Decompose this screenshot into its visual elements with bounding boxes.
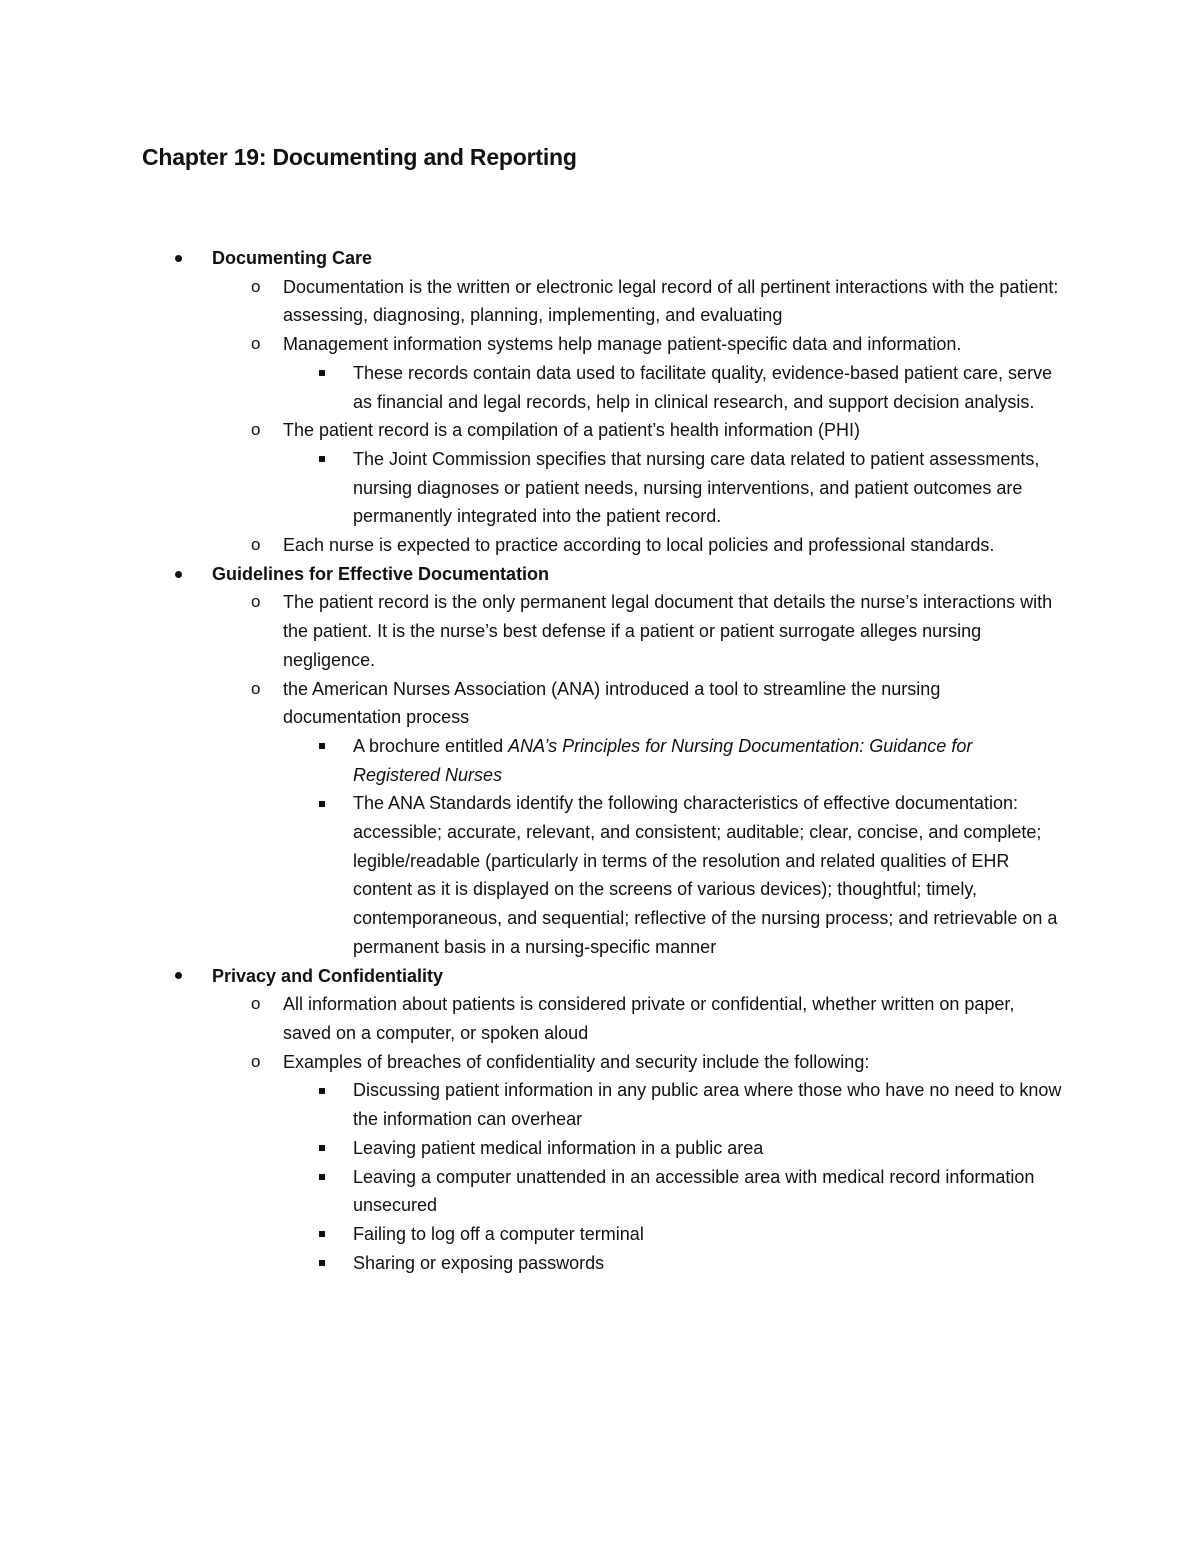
list-item-text: All information about patients is considered private or confidential, whether written on paper, saved on a computer, or spoken aloud (283, 994, 1015, 1043)
brochure-title: ANA’s Principles for Nursing Documentation: Guidance for Registered Nurses (353, 735, 973, 785)
sub-list-item-text: The ANA Standards identify the following characteristics of effective documentation: accessible; accurate, relevant, and consistent; auditable; clear, concise, and complete; legible/readable (particularly in terms of the resolution and related qualities of EHR content as it is displayed on the screens of various devices); thoughtful; timely, contemporaneous, and sequential; reflective of the nursing process; and retrievable on a permanent basis in a nursing-specific manner (353, 793, 1058, 957)
sub-list-item (0, 1249, 1063, 1278)
square-bullet-icon (319, 1249, 325, 1278)
square-bullet-icon (319, 445, 325, 474)
sub-list-item-text: Discussing patient information in any public area where those who have no need to know the information can overhear (353, 1080, 1062, 1130)
list-item (0, 416, 1063, 445)
section-heading-privacy (0, 962, 1200, 991)
sub-list-item (0, 732, 1063, 789)
list-item-text: Management information systems help manage patient-specific data and information. (283, 334, 962, 355)
circle-bullet-icon: o (251, 1051, 261, 1071)
square-bullet-icon (319, 1134, 325, 1163)
sub-list-item-text: Leaving a computer unattended in an accessible area with medical record information unsecured (353, 1166, 1035, 1216)
sub-list-item-text: A brochure entitled (353, 735, 509, 756)
list-item-text: Each nurse is expected to practice according to local policies and professional standards. (283, 535, 995, 556)
list-item (0, 675, 1063, 732)
list-item (0, 588, 1063, 674)
circle-bullet-icon: o (251, 420, 261, 440)
list-item (0, 1048, 1063, 1077)
circle-bullet-icon: o (251, 592, 261, 612)
list-item-text: The patient record is a compilation of a patient’s health information (PHI) (283, 420, 860, 441)
circle-bullet-icon: o (251, 535, 261, 555)
bullet-dot-icon (175, 244, 182, 273)
square-bullet-icon (319, 359, 325, 388)
section-heading-documenting-care (0, 244, 1200, 273)
section-heading-guidelines (0, 560, 1200, 589)
list-item (0, 273, 1063, 330)
circle-bullet-icon: o (251, 334, 261, 354)
document-body (0, 244, 1200, 1277)
sub-list-item (0, 359, 1063, 416)
square-bullet-icon (319, 732, 325, 761)
circle-bullet-icon: o (251, 994, 261, 1014)
section-heading-text: Privacy and Confidentiality (212, 965, 444, 986)
square-bullet-icon (319, 1076, 325, 1105)
page-title: Chapter 19: Documenting and Reporting (142, 144, 577, 170)
list-item (0, 330, 1063, 359)
sub-list-item (0, 1163, 1063, 1220)
sub-list-item-text: Failing to log off a computer terminal (353, 1223, 644, 1244)
sub-list-item-text: Leaving patient medical information in a public area (353, 1137, 764, 1158)
sub-list-item (0, 1220, 1063, 1249)
list-item-text: the American Nurses Association (ANA) introduced a tool to streamline the nursing documentation process (283, 678, 941, 728)
sub-list-item-text: These records contain data used to facilitate quality, evidence-based patient care, serve as financial and legal records, help in clinical research, and support decision analysis. (353, 362, 1053, 412)
sub-list-item-text: Sharing or exposing passwords (353, 1252, 605, 1273)
section-heading-text: Guidelines for Effective Documentation (212, 563, 550, 584)
circle-bullet-icon: o (251, 678, 261, 698)
square-bullet-icon (319, 1163, 325, 1192)
sub-list-item (0, 445, 1063, 531)
list-item-text: The patient record is the only permanent legal document that details the nurse’s interactions with the patient. It is the nurse’s best defense if a patient or patient surrogate alleges nursing negligence. (283, 592, 1053, 670)
bullet-dot-icon (175, 962, 182, 991)
square-bullet-icon (319, 1220, 325, 1249)
section-heading-text: Documenting Care (212, 248, 373, 268)
bullet-dot-icon (175, 560, 182, 589)
list-item-text: Examples of breaches of confidentiality and security include the following: (283, 1051, 870, 1072)
list-item (0, 531, 1063, 560)
list-item (0, 990, 1063, 1047)
sub-list-item (0, 1076, 1063, 1133)
list-item-text: Documentation is the written or electronic legal record of all pertinent interactions with the patient: assessing, diagnosing, planning, implementing, and evaluating (283, 276, 1059, 326)
circle-bullet-icon: o (251, 276, 261, 296)
sub-list-item (0, 789, 1063, 961)
sub-list-item (0, 1134, 1063, 1163)
square-bullet-icon (319, 789, 325, 818)
sub-list-item-text: The Joint Commission specifies that nursing care data related to patient assessments, nursing diagnoses or patient needs, nursing interventions, and patient outcomes are permanently integrated into the patient record. (353, 448, 1040, 527)
